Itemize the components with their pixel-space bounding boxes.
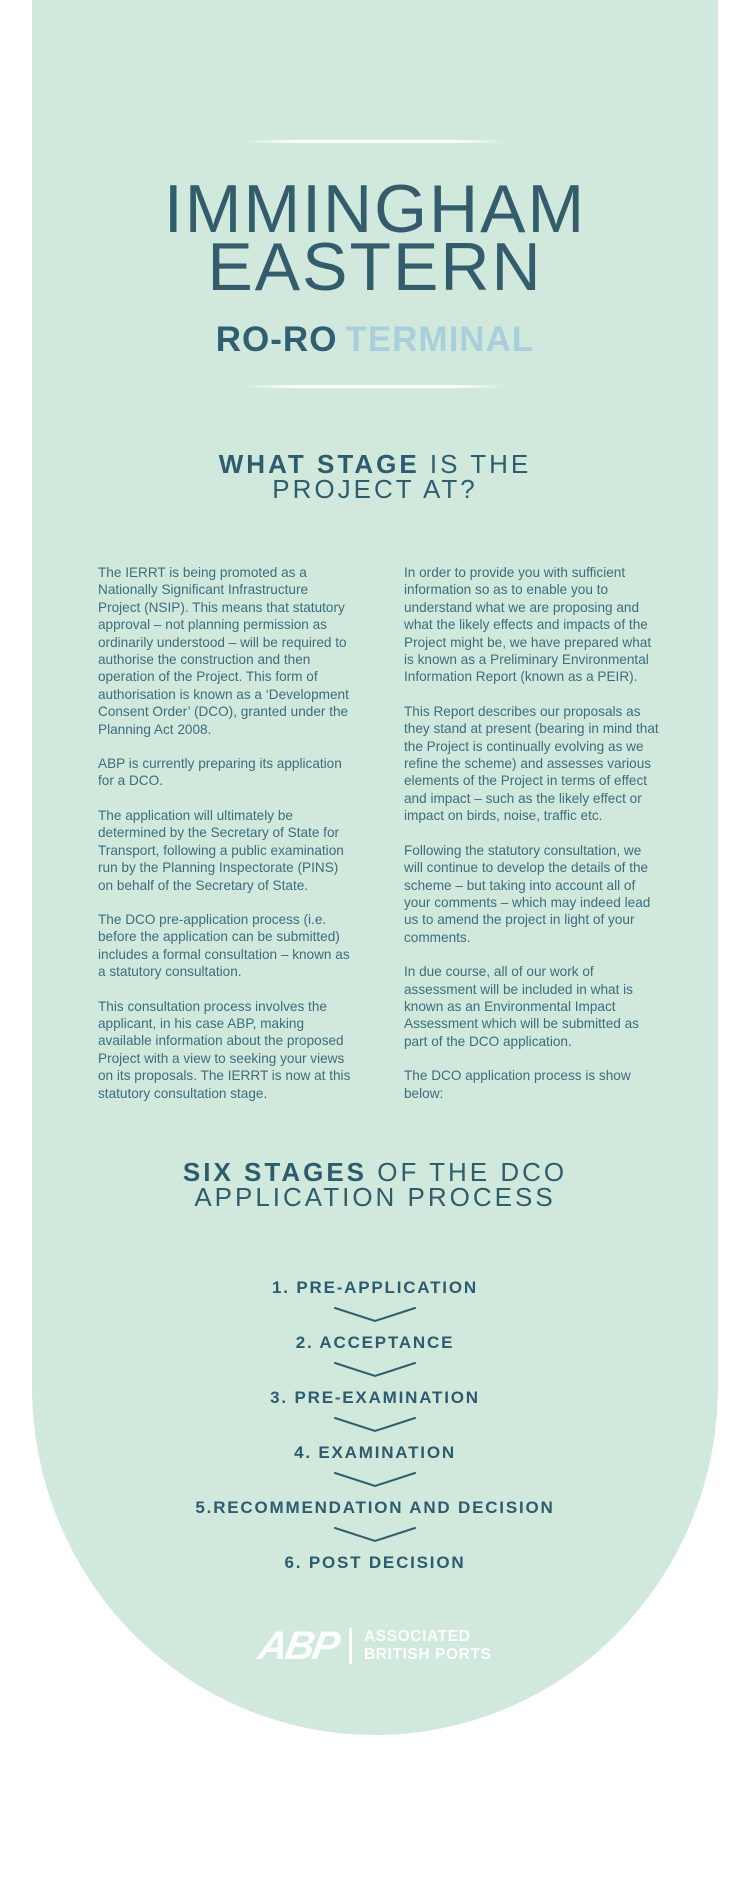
title-line1: IMMINGHAM xyxy=(163,171,587,247)
body-columns xyxy=(98,564,659,1119)
six-stages-heading xyxy=(0,1157,750,1212)
right-column xyxy=(404,564,659,1119)
left-paragraph: This consultation process involves the applicant, in his case ABP, making available information about the proposed Project with a view to seeking your views on its proposals. The IERRT is now at this statutory consultation stage. xyxy=(98,998,351,1101)
six-stages-heading-rest: OF THE DCO xyxy=(377,1157,568,1187)
stage-item: 6. POST DECISION xyxy=(284,1553,466,1572)
abp-logo-text xyxy=(364,1628,492,1664)
chevron-down-icon xyxy=(333,1527,417,1543)
chevron-down-icon xyxy=(333,1362,417,1378)
stage-item: 5.RECOMMENDATION AND DECISION xyxy=(195,1498,555,1517)
stage-item: 3. PRE-EXAMINATION xyxy=(270,1388,480,1407)
what-stage-heading xyxy=(0,449,750,504)
left-paragraph: ABP is currently preparing its application for a DCO. xyxy=(98,756,342,789)
chevron-down-icon xyxy=(333,1307,417,1323)
subtitle-terminal: TERMINAL xyxy=(345,320,535,359)
six-stages-heading-line2: APPLICATION PROCESS xyxy=(194,1182,556,1212)
right-paragraph: This Report describes our proposals as they stand at present (bearing in mind that the Project is continually evolving as we refine the scheme) and assesses various elements of the Project in terms of effect and impact – such as the likely effect or impact on birds, noise, traffic etc. xyxy=(404,703,659,824)
abp-logo-glyph: ABP xyxy=(254,1624,341,1668)
left-column xyxy=(98,564,353,1119)
dco-process-stages xyxy=(0,1279,750,1571)
subtitle-roro: RO-RO xyxy=(215,320,338,359)
stage-item: 1. PRE-APPLICATION xyxy=(272,1278,478,1297)
abp-logo xyxy=(0,1624,750,1668)
abp-logo-text-line2: BRITISH PORTS xyxy=(363,1646,492,1663)
left-paragraph: The application will ultimately be determined by the Secretary of State for Transport, following a public examination run by the Planning Inspectorate (PINS) on behalf of the Secretary of State. xyxy=(98,807,344,893)
what-stage-heading-rest: IS THE xyxy=(429,449,532,479)
left-paragraph: The IERRT is being promoted as a Nationally Significant Infrastructure Project (NSIP). This means that statutory approval – not planning permission as ordinarily understood – will be required to authorise the construction and then operation of the Project. This form of authorisation is known as a ‘Development Consent Order’ (DCO), granted under the Planning Act 2008. xyxy=(98,565,349,737)
page-title xyxy=(0,171,750,305)
stage-item: 4. EXAMINATION xyxy=(294,1443,456,1462)
right-paragraph: The DCO application process is show below: xyxy=(404,1068,631,1101)
what-stage-heading-bold: WHAT STAGE xyxy=(218,449,420,479)
chevron-down-icon xyxy=(333,1472,417,1488)
right-paragraph: Following the statutory consultation, we will continue to develop the details of the scheme – but taking into account all of your comments – which may indeed lead us to amend the project in light of your comments. xyxy=(404,842,651,945)
abp-logo-text-line1: ASSOCIATED xyxy=(363,1628,471,1645)
six-stages-heading-bold: SIX STAGES xyxy=(182,1157,367,1187)
what-stage-heading-line2: PROJECT AT? xyxy=(272,474,478,504)
page-subtitle xyxy=(0,320,750,360)
abp-logo-divider xyxy=(349,1628,352,1664)
right-paragraph: In due course, all of our work of assessment will be included in what is known as an Environmental Impact Assessment which will be submitted as part of the DCO application. xyxy=(404,964,639,1049)
decorative-line-middle xyxy=(246,385,504,388)
chevron-down-icon xyxy=(333,1417,417,1433)
title-line2: EASTERN xyxy=(207,229,543,305)
stage-item: 2. ACCEPTANCE xyxy=(295,1333,455,1352)
left-paragraph: The DCO pre-application process (i.e. before the application can be submitted) includes a formal consultation – known as a statutory consultation. xyxy=(98,911,350,980)
right-paragraph: In order to provide you with sufficient information so as to enable you to understand what we are proposing and what the likely effects and impacts of the Project might be, we have prepared what is known as a Preliminary Environmental Information Report (known as a PEIR). xyxy=(404,565,652,685)
decorative-line-top xyxy=(246,140,504,143)
